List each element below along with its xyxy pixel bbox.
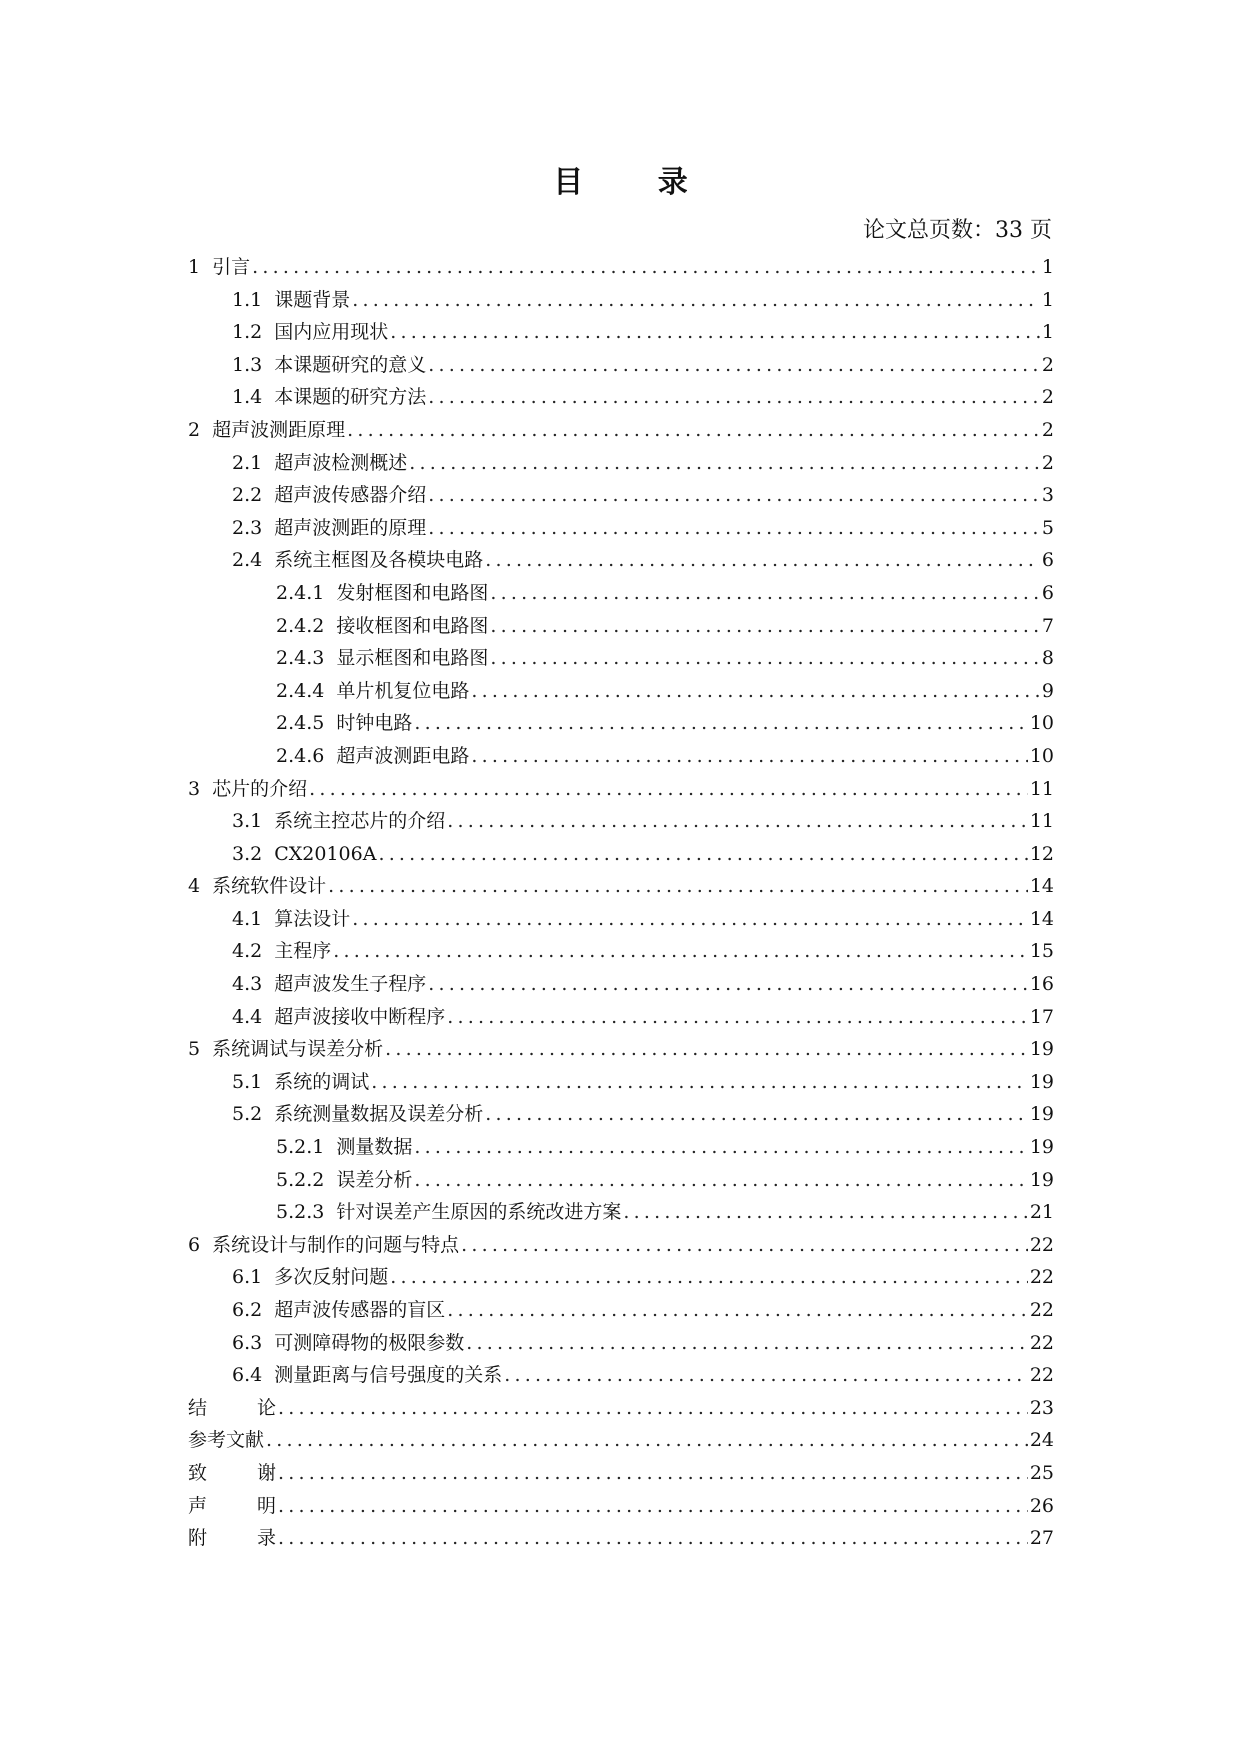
toc-entry[interactable] (188, 1229, 1054, 1262)
toc-entry[interactable] (188, 1392, 1054, 1425)
toc-entry-title: 超声波测距的原理 (274, 516, 427, 539)
toc-entry-number: 4.3 (232, 973, 263, 996)
toc-entry[interactable] (188, 479, 1054, 512)
toc-dot-leader (504, 1359, 1028, 1392)
toc-entry-page-number: 2 (1041, 353, 1054, 376)
toc-dot-leader (352, 903, 1028, 936)
toc-entry-number: 2.4 (232, 549, 263, 572)
toc-entry-page-number: 10 (1029, 712, 1054, 735)
toc-dot-leader (378, 838, 1027, 871)
toc-entry[interactable] (188, 512, 1054, 545)
toc-entry-number: 2.4.2 (276, 614, 325, 637)
toc-entry[interactable] (188, 1294, 1054, 1327)
toc-entry-page-number: 19 (1029, 1103, 1054, 1126)
toc-entry-number: 6.2 (232, 1299, 263, 1321)
toc-entry-title: 本课题研究的意义 (274, 353, 427, 376)
toc-dot-leader (328, 870, 1028, 903)
total-pages-label: 论文总页数：33 页 (863, 218, 1052, 243)
toc-dot-leader (447, 1294, 1028, 1327)
toc-entry-number: 1 (188, 256, 201, 278)
toc-entry-page-number: 1 (1041, 288, 1054, 311)
toc-entry[interactable] (188, 284, 1054, 317)
toc-entry-page-number: 15 (1029, 940, 1054, 963)
toc-entry[interactable] (188, 251, 1054, 284)
toc-entry[interactable] (188, 1001, 1054, 1034)
toc-entry-title: 显示框图和电路图 (336, 647, 489, 670)
toc-entry[interactable] (188, 805, 1054, 838)
toc-entry-page-number: 27 (1029, 1527, 1054, 1550)
toc-entry[interactable] (188, 1131, 1054, 1164)
toc-dot-leader (252, 251, 1040, 284)
toc-dot-leader (428, 512, 1040, 545)
toc-entry-page-number: 8 (1041, 647, 1054, 670)
toc-dot-leader (266, 1424, 1028, 1457)
toc-entry-page-number: 1 (1041, 321, 1054, 344)
toc-entry-title: 超声波接收中断程序 (274, 1005, 446, 1028)
toc-dot-leader (471, 675, 1040, 708)
toc-entry-number: 1.2 (232, 321, 263, 344)
toc-entry-title: 课题背景 (274, 288, 351, 311)
toc-entry[interactable] (188, 903, 1054, 936)
toc-dot-leader (623, 1196, 1027, 1229)
toc-entry[interactable] (188, 1066, 1054, 1099)
page-title: 目 录 (553, 165, 720, 200)
toc-entry-number: 2.4.5 (276, 712, 325, 735)
toc-dot-leader (347, 414, 1040, 447)
toc-entry-page-number: 10 (1029, 744, 1054, 767)
toc-entry[interactable] (188, 1359, 1054, 1392)
toc-dot-leader (385, 1033, 1028, 1066)
toc-entry-title: 系统设计与制作的问题与特点 (212, 1233, 460, 1256)
toc-entry-page-number: 16 (1029, 973, 1054, 996)
toc-entry-page-number: 22 (1029, 1364, 1054, 1387)
toc-entry-number: 1.3 (232, 353, 263, 376)
toc-dot-leader (333, 935, 1028, 968)
toc-entry[interactable] (188, 1457, 1054, 1490)
toc-entry-title: 超声波发生子程序 (274, 973, 427, 996)
toc-entry[interactable] (188, 1522, 1054, 1555)
toc-entry-title: 引言 (212, 256, 251, 278)
toc-entry-title: 系统的调试 (274, 1070, 370, 1093)
toc-entry[interactable] (188, 1164, 1054, 1197)
toc-entry[interactable] (188, 1327, 1054, 1360)
toc-dot-leader (278, 1457, 1028, 1490)
toc-entry-title: 系统测量数据及误差分析 (274, 1103, 484, 1126)
toc-entry[interactable] (188, 1196, 1054, 1229)
toc-entry-title: 超声波测距原理 (212, 418, 346, 441)
toc-entry-number: 5.1 (232, 1070, 263, 1093)
toc-dot-leader (428, 381, 1040, 414)
toc-dot-leader (485, 1098, 1028, 1131)
toc-entry-title: 算法设计 (274, 907, 351, 930)
toc-dot-leader (371, 1066, 1028, 1099)
toc-entry-page-number: 9 (1041, 679, 1054, 702)
toc-dot-leader (485, 544, 1040, 577)
toc-entry-page-number: 22 (1029, 1233, 1054, 1256)
toc-entry[interactable] (188, 349, 1054, 382)
toc-entry-title: 附录 (188, 1527, 276, 1550)
toc-entry-number: 5.2.1 (276, 1136, 325, 1159)
toc-entry-page-number: 6 (1041, 549, 1054, 572)
toc-dot-leader (390, 316, 1040, 349)
toc-entry-page-number: 26 (1029, 1494, 1054, 1517)
toc-entry[interactable] (188, 968, 1054, 1001)
toc-entry[interactable] (188, 1033, 1054, 1066)
toc-entry-number: 6 (188, 1233, 201, 1256)
toc-entry-page-number: 14 (1029, 907, 1054, 930)
toc-entry-title: 系统主框图及各模块电路 (274, 549, 484, 572)
toc-entry-title: 参考文献 (188, 1429, 265, 1452)
toc-dot-leader (490, 577, 1040, 610)
toc-entry-title: 声明 (188, 1494, 276, 1517)
toc-entry-number: 6.4 (232, 1364, 263, 1387)
toc-entry-number: 4.1 (232, 907, 263, 930)
toc-entry[interactable] (188, 1261, 1054, 1294)
toc-entry-number: 2 (188, 418, 201, 441)
toc-entry-title: 主程序 (274, 940, 332, 963)
toc-entry[interactable] (188, 447, 1054, 480)
toc-entry-title: 超声波检测概述 (274, 451, 408, 474)
toc-entry-number: 4.2 (232, 940, 263, 963)
toc-dot-leader (490, 610, 1040, 643)
toc-entry-title: 测量数据 (336, 1136, 413, 1159)
toc-dot-leader (414, 1131, 1027, 1164)
toc-entry-page-number: 22 (1029, 1331, 1054, 1354)
toc-dot-leader (390, 1261, 1028, 1294)
toc-entry-page-number: 21 (1029, 1201, 1054, 1224)
toc-dot-leader (471, 740, 1027, 773)
toc-entry-page-number: 5 (1041, 516, 1054, 539)
toc-entry-title: 致谢 (188, 1461, 276, 1484)
toc-entry-page-number: 19 (1029, 1070, 1054, 1093)
toc-dot-leader (490, 642, 1040, 675)
toc-entry-title: 可测障碍物的极限参数 (274, 1331, 465, 1354)
toc-entry-page-number: 19 (1029, 1136, 1054, 1159)
toc-entry-title: 单片机复位电路 (336, 679, 470, 702)
toc-dot-leader (409, 447, 1040, 480)
toc-entry-title: 针对误差产生原因的系统改进方案 (336, 1201, 622, 1224)
toc-dot-leader (278, 1490, 1028, 1523)
toc-entry-page-number: 2 (1041, 451, 1054, 474)
toc-entry-page-number: 11 (1029, 810, 1054, 833)
toc-entry[interactable] (188, 544, 1054, 577)
toc-entry-title: 本课题的研究方法 (274, 386, 427, 409)
toc-entry[interactable] (188, 707, 1054, 740)
toc-entry[interactable] (188, 773, 1054, 806)
toc-dot-leader (414, 1164, 1027, 1197)
toc-entry-page-number: 25 (1029, 1461, 1054, 1484)
toc-dot-leader (278, 1522, 1028, 1555)
toc-entry-number: 2.4.3 (276, 647, 325, 670)
toc-entry-title: 接收框图和电路图 (336, 614, 489, 637)
toc-entry-number: 2.4.1 (276, 581, 325, 604)
table-of-contents (188, 251, 1054, 1555)
toc-entry-page-number: 19 (1029, 1038, 1054, 1061)
toc-entry-title: 芯片的介绍 (212, 777, 308, 800)
toc-dot-leader (428, 968, 1028, 1001)
toc-entry-page-number: 2 (1041, 386, 1054, 409)
toc-entry-title: CX20106A (274, 842, 377, 865)
toc-entry-page-number: 1 (1041, 256, 1054, 278)
toc-entry[interactable] (188, 675, 1054, 708)
toc-entry-page-number: 3 (1041, 484, 1054, 507)
toc-dot-leader (447, 1001, 1028, 1034)
toc-entry-number: 1.1 (232, 288, 263, 311)
toc-entry-number: 2.2 (232, 484, 263, 507)
toc-entry-page-number: 22 (1029, 1299, 1054, 1321)
toc-dot-leader (352, 284, 1040, 317)
toc-entry-number: 6.1 (232, 1266, 263, 1289)
toc-entry-page-number: 11 (1029, 777, 1054, 800)
toc-entry[interactable] (188, 414, 1054, 447)
toc-entry-number: 4 (188, 875, 201, 898)
toc-entry-page-number: 12 (1029, 842, 1054, 865)
toc-dot-leader (428, 479, 1040, 512)
toc-dot-leader (414, 707, 1027, 740)
toc-entry-number: 2.1 (232, 451, 263, 474)
toc-entry-page-number: 2 (1041, 418, 1054, 441)
toc-entry-title: 时钟电路 (336, 712, 413, 735)
toc-dot-leader (466, 1327, 1028, 1360)
toc-dot-leader (278, 1392, 1028, 1425)
toc-entry-title: 超声波传感器的盲区 (274, 1299, 446, 1321)
toc-entry-number: 5.2.3 (276, 1201, 325, 1224)
toc-entry-number: 6.3 (232, 1331, 263, 1354)
toc-entry[interactable] (188, 838, 1054, 871)
toc-dot-leader (309, 773, 1028, 806)
toc-entry[interactable] (188, 577, 1054, 610)
toc-entry-number: 3.2 (232, 842, 263, 865)
toc-entry-number: 5 (188, 1038, 201, 1061)
toc-entry-number: 1.4 (232, 386, 263, 409)
toc-entry-title: 发射框图和电路图 (336, 581, 489, 604)
toc-entry-title: 系统软件设计 (212, 875, 327, 898)
toc-entry[interactable] (188, 740, 1054, 773)
toc-entry-page-number: 14 (1029, 875, 1054, 898)
toc-dot-leader (447, 805, 1028, 838)
toc-entry[interactable] (188, 870, 1054, 903)
toc-entry-number: 5.2 (232, 1103, 263, 1126)
toc-entry-number: 3.1 (232, 810, 263, 833)
toc-entry-number: 2.4.6 (276, 744, 325, 767)
toc-entry-page-number: 7 (1041, 614, 1054, 637)
toc-entry-number: 2.3 (232, 516, 263, 539)
toc-entry-page-number: 17 (1029, 1005, 1054, 1028)
toc-entry-page-number: 22 (1029, 1266, 1054, 1289)
toc-entry[interactable] (188, 642, 1054, 675)
toc-entry[interactable] (188, 1490, 1054, 1523)
toc-entry-title: 国内应用现状 (274, 321, 389, 344)
toc-entry-title: 超声波传感器介绍 (274, 484, 427, 507)
toc-entry[interactable] (188, 935, 1054, 968)
toc-entry[interactable] (188, 316, 1054, 349)
toc-entry-title: 超声波测距电路 (336, 744, 470, 767)
toc-entry-number: 5.2.2 (276, 1168, 325, 1191)
toc-entry-number: 2.4.4 (276, 679, 325, 702)
toc-entry-number: 4.4 (232, 1005, 263, 1028)
toc-entry-number: 3 (188, 777, 201, 800)
toc-entry-page-number: 23 (1029, 1396, 1054, 1419)
toc-dot-leader (461, 1229, 1028, 1262)
toc-entry[interactable] (188, 1424, 1054, 1457)
toc-entry-title: 误差分析 (336, 1168, 413, 1191)
toc-entry-title: 结论 (188, 1396, 276, 1419)
toc-entry-page-number: 19 (1029, 1168, 1054, 1191)
toc-entry-title: 系统主控芯片的介绍 (274, 810, 446, 833)
toc-entry-title: 测量距离与信号强度的关系 (274, 1364, 503, 1387)
toc-entry-page-number: 24 (1029, 1429, 1054, 1452)
toc-entry[interactable] (188, 1098, 1054, 1131)
toc-entry-title: 多次反射问题 (274, 1266, 389, 1289)
toc-entry[interactable] (188, 610, 1054, 643)
toc-dot-leader (428, 349, 1040, 382)
toc-entry-page-number: 6 (1041, 581, 1054, 604)
toc-entry[interactable] (188, 381, 1054, 414)
toc-entry-title: 系统调试与误差分析 (212, 1038, 384, 1061)
